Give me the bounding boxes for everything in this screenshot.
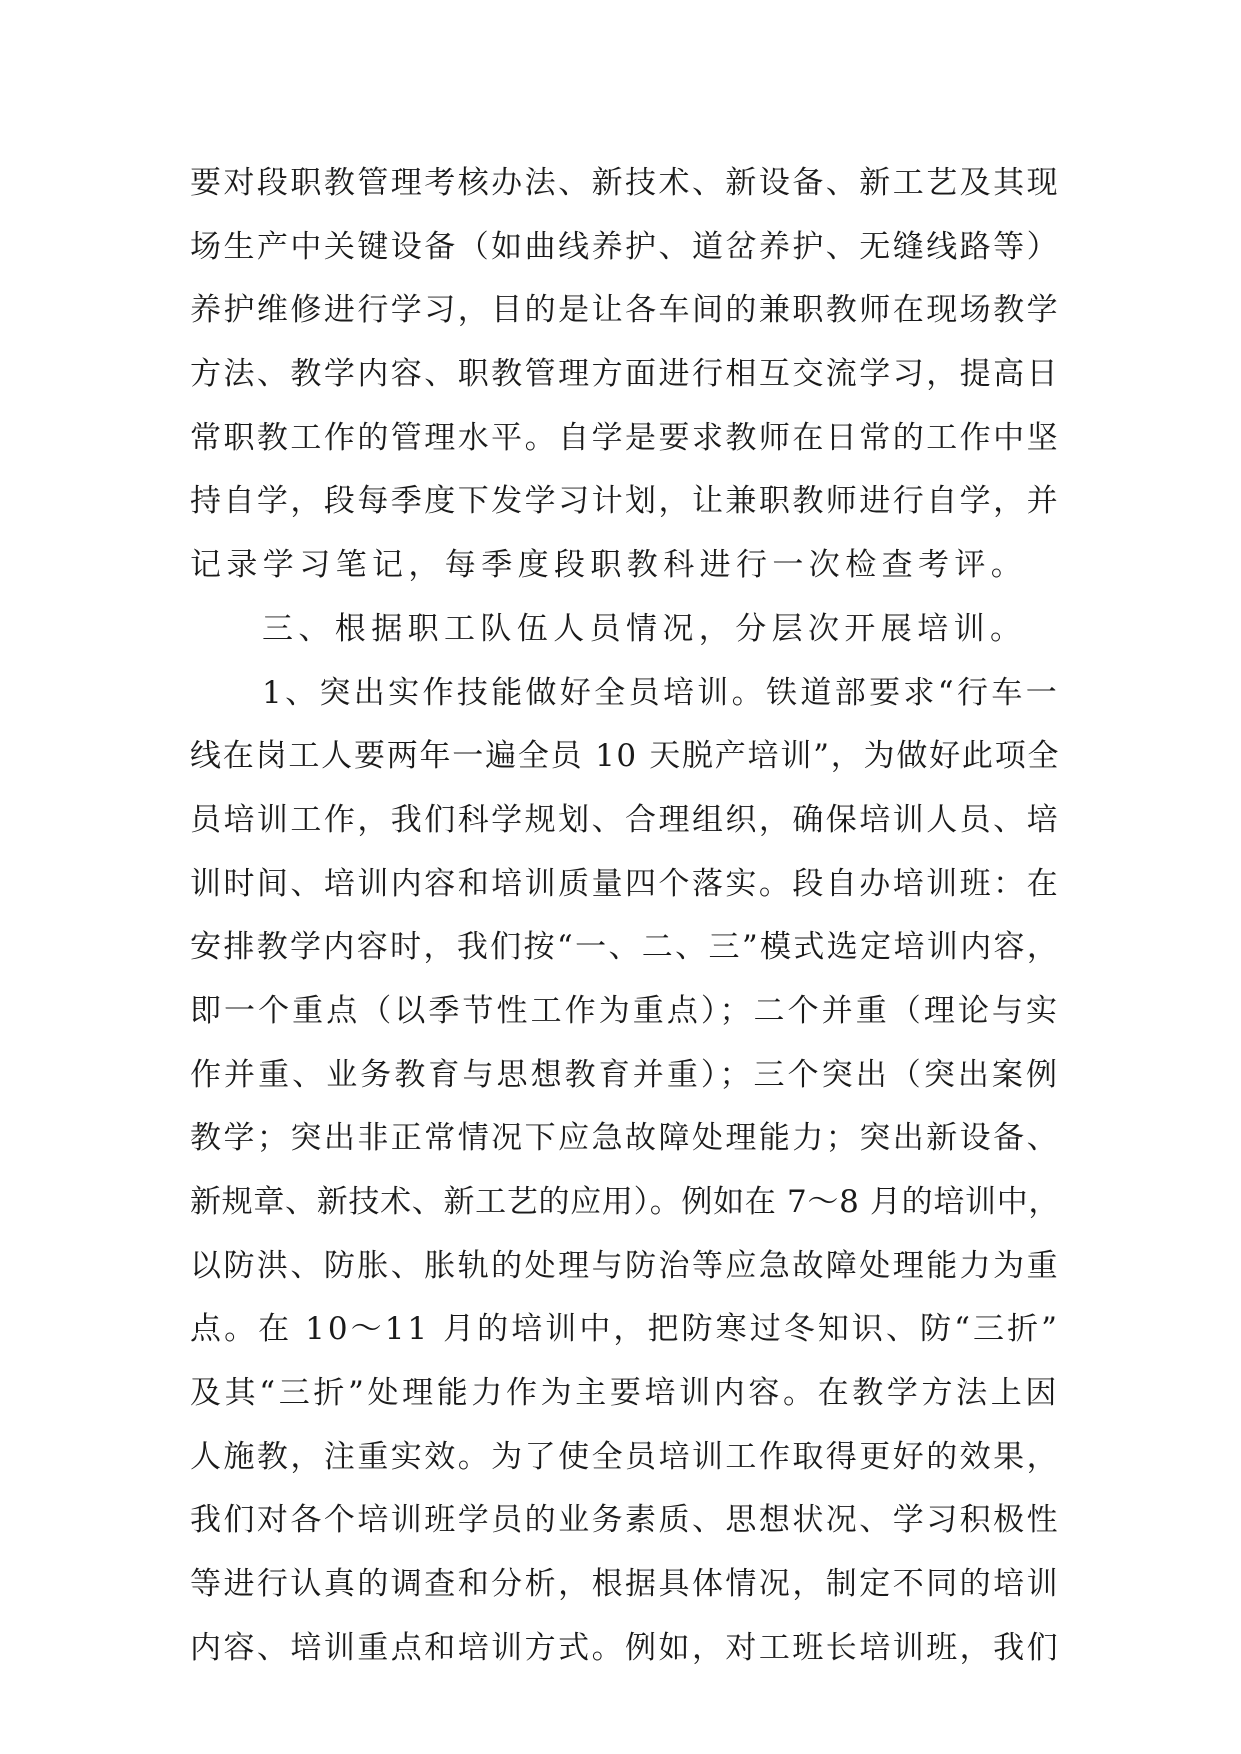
text-line: 员培训工作，我们科学规划、合理组织，确保培训人员、培 <box>190 801 1060 838</box>
text-line: 方法、教学内容、职教管理方面进行相互交流学习，提高日 <box>190 356 1060 393</box>
text-line: 常职教工作的管理水平。自学是要求教师在日常的工作中坚 <box>190 419 1060 456</box>
text-line: 内容、培训重点和培训方式。例如，对工班长培训班，我们 <box>190 1629 1060 1666</box>
text-line: 作并重、业务教育与思想教育并重）；三个突出（突出案例 <box>190 1056 1060 1093</box>
text-line: 新规章、新技术、新工艺的应用）。例如在 7～8 月的培训中， <box>190 1184 1060 1220</box>
text-line: 人施教，注重实效。为了使全员培训工作取得更好的效果， <box>190 1438 1060 1475</box>
text-line: 训时间、培训内容和培训质量四个落实。段自办培训班：在 <box>190 865 1060 902</box>
text-line: 即一个重点（以季节性工作为重点）；二个并重（理论与实 <box>190 992 1060 1029</box>
text-line: 我们对各个培训班学员的业务素质、思想状况、学习积极性 <box>190 1502 1060 1539</box>
text-line: 线在岗工人要两年一遍全员 10 天脱产培训”，为做好此项全 <box>190 738 1060 775</box>
text-line: 三、根据职工队伍人员情况，分层次开展培训。 <box>262 610 1027 647</box>
text-line: 等进行认真的调查和分析，根据具体情况，制定不同的培训 <box>190 1566 1060 1603</box>
text-line: 1、突出实作技能做好全员培训。铁道部要求“行车一 <box>262 674 1060 711</box>
text-line: 养护维修进行学习，目的是让各车间的兼职教师在现场教学 <box>190 292 1060 329</box>
text-line: 安排教学内容时，我们按“一、二、三”模式选定培训内容， <box>190 929 1060 966</box>
text-line: 以防洪、防胀、胀轨的处理与防治等应急故障处理能力为重 <box>190 1247 1060 1284</box>
text-line: 及其“三折”处理能力作为主要培训内容。在教学方法上因 <box>190 1375 1060 1412</box>
text-line: 要对段职教管理考核办法、新技术、新设备、新工艺及其现 <box>190 165 1060 201</box>
text-line: 教学；突出非正常情况下应急故障处理能力；突出新设备、 <box>190 1120 1060 1157</box>
text-line: 记录学习笔记，每季度段职教科进行一次检查考评。 <box>190 547 1028 584</box>
text-line: 场生产中关键设备（如曲线养护、道岔养护、无缝线路等） <box>190 228 1060 265</box>
body-text <box>190 152 1060 1681</box>
text-line: 持自学，段每季度下发学习计划，让兼职教师进行自学，并 <box>190 483 1060 520</box>
text-line: 点。在 10～11 月的培训中，把防寒过冬知识、防“三折” <box>190 1311 1060 1348</box>
